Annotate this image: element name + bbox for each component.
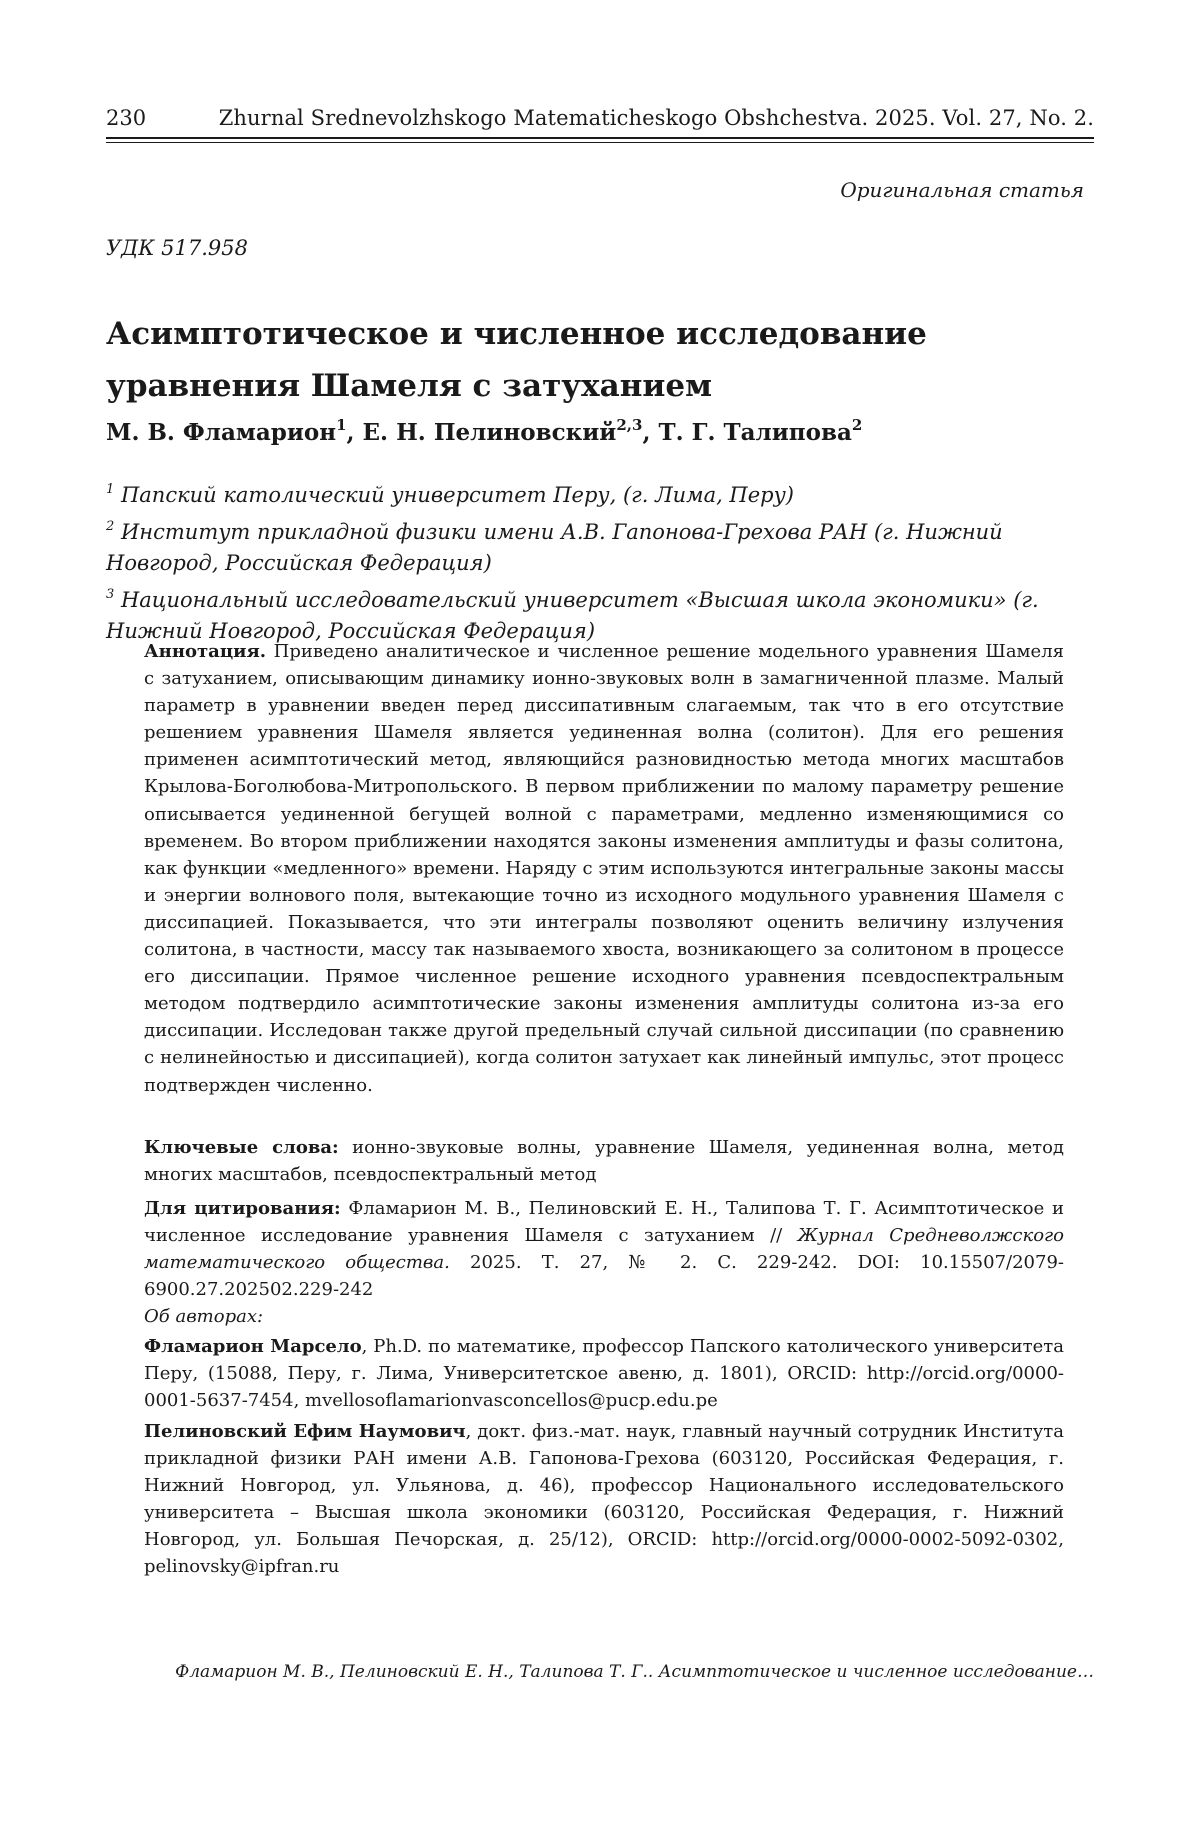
author-bio-2-text: , докт. физ.-мат. наук, главный научный сотрудник Института прикладной физики РАН имени А.В. Гапонова-Грехова (603120, Российская Федерация, г. Нижний Новгород, ул. Ульянова, д. 46), профессор Национального исследовательского университета – Высшая школа экономики (603120, Российская Федерация, г. Нижний Новгород, ул. Большая Печорская, д. 25/12), ORCID: http://orcid.org/0000-0002-5092-0302, pelinovsky@ipfran.ru	[144, 1421, 1064, 1578]
page-number: 230	[106, 106, 147, 130]
keywords-label: Ключевые слова:	[144, 1137, 339, 1158]
author-bio-2-name: Пелиновский Ефим Наумович	[144, 1421, 466, 1442]
author-3: Т. Г. Талипова	[658, 419, 852, 446]
journal-title: Zhurnal Srednevolzhskogo Matematicheskogo Obshchestva. 2025. Vol. 27, No. 2.	[218, 106, 1094, 130]
affiliation-2-text: Институт прикладной физики имени А.В. Гапонова-Грехова РАН (г. Нижний Новгород, Российская Федерация)	[106, 520, 1003, 575]
affiliation-1	[106, 474, 1096, 511]
affiliations	[106, 474, 1096, 647]
article-title	[106, 308, 1096, 412]
title-line-1: Асимптотическое и численное исследование	[106, 316, 927, 352]
citation-journal: Журнал Средневолжского математического общества.	[144, 1225, 1064, 1274]
affiliation-1-num: 1	[106, 482, 115, 497]
author-list: М. В. Фламарион$^1$, Е. Н. Пелиновский$^{2,3}$, Т. Г. Талипова$^2$	[106, 416, 863, 446]
affiliation-3-text: Национальный исследовательский университет «Высшая школа экономики» (г. Нижний Новгород, Российская Федерация)	[106, 588, 1039, 643]
abstract-text: Приведено аналитическое и численное решение модельного уравнения Шамеля с затуханием, описывающим динамику ионно-звуковых волн в замагниченной плазме. Малый параметр в уравнении введен перед диссипативным слагаемым, так что в его отсутствие решением уравнения Шамеля является уединенная волна (солитон). Для его решения применен асимптотический метод, являющийся разновидностью метода многих масштабов Крылова-Боголюбова-Митропольского. В первом приближении по малому параметру решение описывается уединенной бегущей волной с параметрами, медленно изменяющимися со временем. Во втором приближении находятся законы изменения амплитуды и фазы солитона, как функции «медленного» времени. Наряду с этим используются интегральные законы массы и энергии волнового поля, вытекающие точно из исходного модульного уравнения Шамеля с диссипацией. Показывается, что эти интегралы позволяют оценить величину излучения солитона, в частности, массу так называемого хвоста, возникающего за солитоном в процессе его диссипации. Прямое численное решение исходного уравнения псевдоспектральным методом подтвердило асимптотические законы изменения амплитуды солитона из-за его диссипации. Исследован также другой предельный случай сильной диссипации (по сравнению с нелинейностью и диссипацией), когда солитон затухает как линейный импульс, этот процесс подтвержден численно.	[144, 641, 1064, 1096]
header-rule-thin	[106, 142, 1094, 143]
udk-code: УДК 517.958	[106, 236, 249, 260]
running-footer: Фламарион М. В., Пелиновский Е. Н., Талипова Т. Г.. Асимптотическое и численное исследование…	[175, 1662, 1094, 1682]
citation-details: 2025. Т. 27, № 2. С. 229-242. DOI: 10.15507/2079-6900.27.202502.229-242	[144, 1252, 1064, 1301]
affiliation-3	[106, 579, 1096, 647]
citation-text: Фламарион М. В., Пелиновский Е. Н., Талипова Т. Г. Асимптотическое и численное исследование уравнения Шамеля с затуханием //	[144, 1198, 1064, 1247]
citation-label: Для цитирования:	[144, 1198, 341, 1219]
abstract-label: Аннотация.	[144, 641, 267, 662]
abstract	[144, 638, 1064, 1099]
affiliation-2-num: 2	[106, 519, 115, 534]
author-2-affil: 2,3	[616, 416, 643, 434]
affiliation-2	[106, 511, 1096, 579]
affiliation-3-num: 3	[106, 587, 115, 602]
keywords-text: ионно-звуковые волны, уравнение Шамеля, уединенная волна, метод многих масштабов, псевдоспектральный метод	[144, 1137, 1064, 1186]
author-3-affil: 2	[851, 416, 863, 434]
keywords	[144, 1134, 1064, 1188]
header-rule-thick	[106, 137, 1094, 139]
about-authors-label: Об авторах:	[144, 1306, 264, 1327]
author-bio-1	[144, 1333, 1064, 1414]
affiliation-1-text: Папский католический университет Перу, (г. Лима, Перу)	[120, 483, 794, 507]
author-2: Е. Н. Пелиновский	[362, 419, 617, 446]
article-type: Оригинальная статья	[840, 178, 1084, 202]
running-header	[106, 106, 1094, 136]
author-1: М. В. Фламарион	[106, 419, 337, 446]
author-1-affil: 1	[336, 416, 347, 434]
title-line-2: уравнения Шамеля с затуханием	[106, 368, 713, 404]
citation	[144, 1195, 1064, 1303]
author-bio-1-text: , Ph.D. по математике, профессор Папского католического университета Перу, (15088, Перу, г. Лима, Университетское авеню, д. 1801), ORCID: http://orcid.org/0000-0001-5637-7454, mvellosoflamarionvasconcellos@pucp.edu.pe	[144, 1336, 1064, 1412]
author-bio-2	[144, 1418, 1064, 1581]
author-bio-1-name: Фламарион Марсело	[144, 1336, 362, 1357]
